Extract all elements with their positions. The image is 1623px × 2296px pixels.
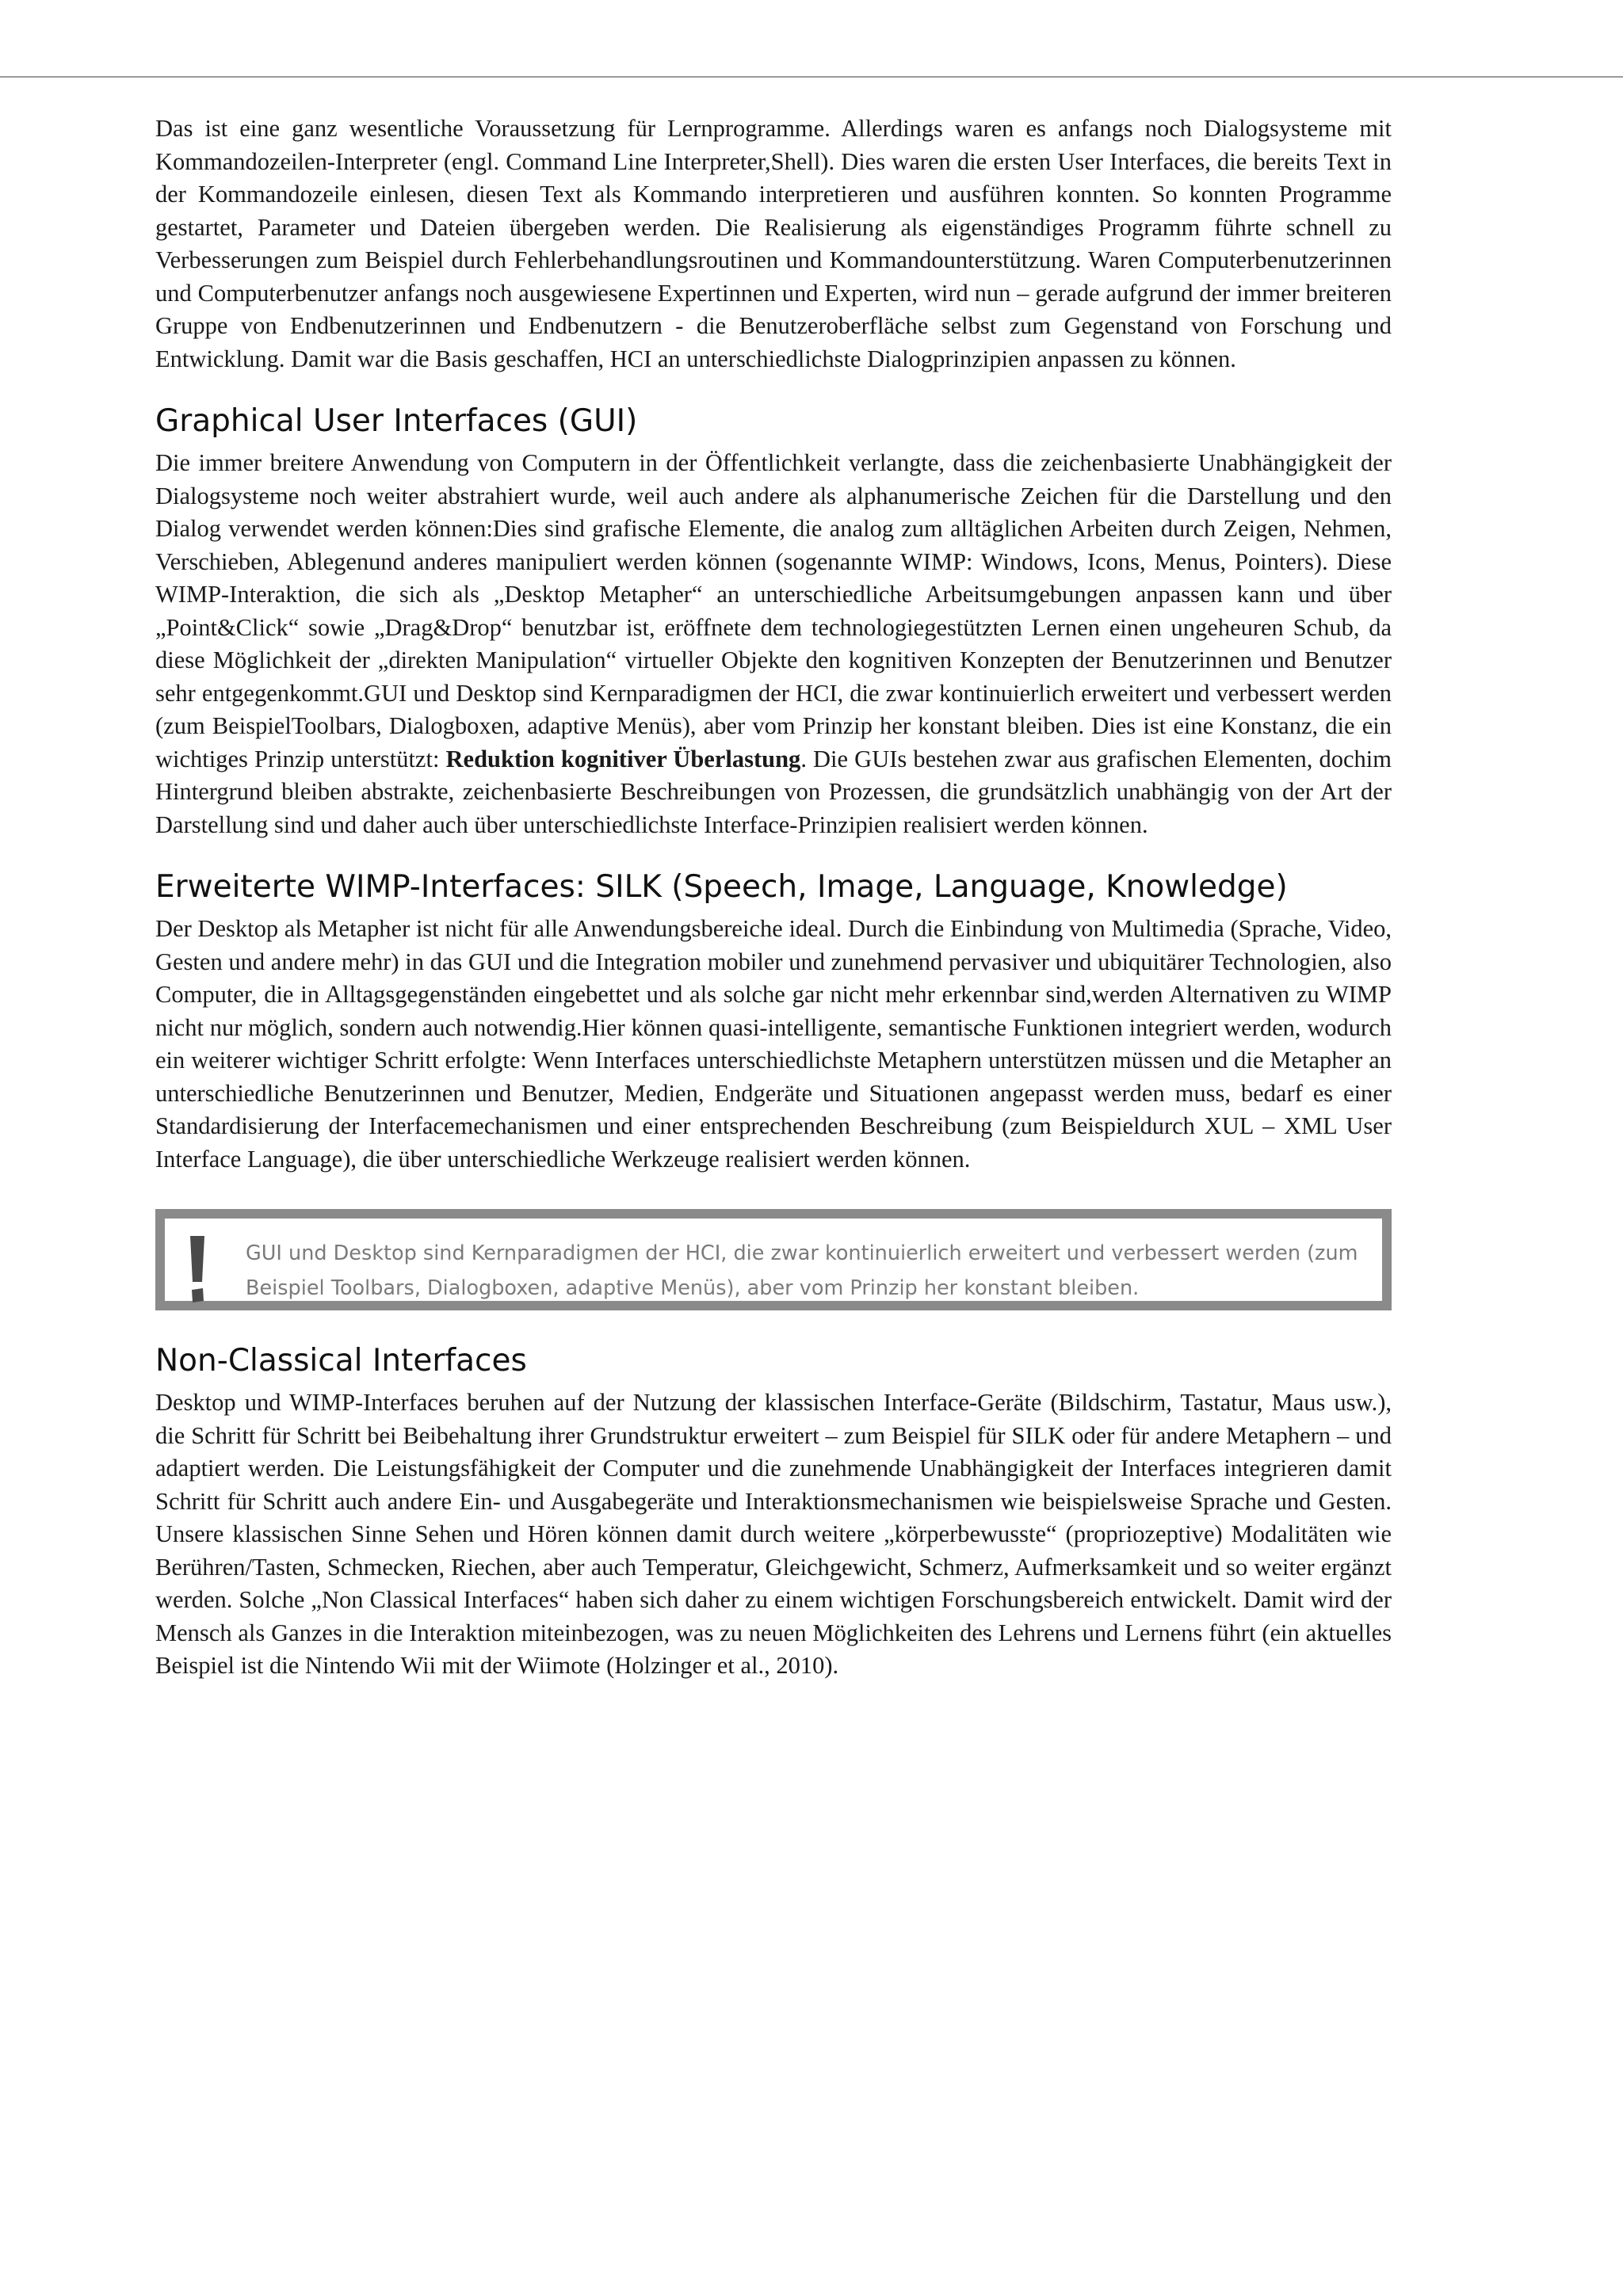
- callout-text: GUI und Desktop sind Kernparadigmen der HCI, die zwar kontinuierlich erweitert und verbessert werden (zum Beispiel Toolbars, Dialogboxen, adaptive Menüs), aber vom Prinzip her konstant bleiben.: [246, 1241, 1358, 1300]
- gui-paragraph: [155, 447, 1392, 841]
- page-body: [155, 113, 1392, 1683]
- silk-paragraph: Der Desktop als Metapher ist nicht für alle Anwendungsbereiche ideal. Durch die Einbindung von Multimedia (Sprache, Video, Gesten und andere mehr) in das GUI und die Integration mobiler und zunehmend pervasiver und ubiquitärer Technologien, also Computer, die in Alltagsgegenständen eingebettet und als solche gar nicht mehr erkennbar sind,werden Alternativen zu WIMP nicht nur möglich, sondern auch notwendig.Hier können quasi-intelligente, semantische Funktionen integriert werden, wodurch ein weiterer wichtiger Schritt erfolgte: Wenn Interfaces unterschiedlichste Metaphern unterstützen müssen und die Metapher an unterschiedliche Benutzerinnen und Benutzer, Medien, Endgeräte und Situationen angepasst werden muss, bedarf es einer Standardisierung der Interfacemechanismen und einer entsprechenden Beschreibung (zum Beispieldurch XUL – XML User Interface Language), die über unterschiedliche Werkzeuge realisiert werden können.: [155, 915, 1392, 1173]
- heading-silk: Erweiterte WIMP-Interfaces: SILK (Speech, Image, Language, Knowledge): [155, 869, 1288, 905]
- heading-nonclassical: Non-Classical Interfaces: [155, 1343, 527, 1379]
- gui-paragraph-text-1: Die immer breitere Anwendung von Computern in der Öffentlichkeit verlangte, dass die zeichenbasierte Unabhängigkeit der Dialogsysteme noch weiter abstrahiert wurde, weil auch andere als alphanumerische Zeichen für die Darstellung und den Dialog verwendet werden können:Dies sind grafische Elemente, die analog zum alltäglichen Arbeiten durch Zeigen, Nehmen, Verschieben, Ablegenund anderes manipuliert werden können (sogenannte WIMP: Windows, Icons, Menus, Pointers). Diese WIMP-Interaktion, die sich als „Desktop Metapher“ an unterschiedliche Arbeitsumgebungen anpassen kann und über „Point&Click“ sowie „Drag&Drop“ benutzbar ist, eröffnete dem technologiegestützten Lernen einen ungeheuren Schub, da diese Möglichkeit der „direkten Manipulation“ virtueller Objekte den kognitiven Konzepten der Benutzerinnen und Benutzer sehr entgegenkommt.GUI und Desktop sind Kernparadigmen der HCI, die zwar kontinuierlich erweitert und verbessert werden (zum BeispielToolbars, Dialogboxen, adaptive Menüs), aber vom Prinzip her konstant bleiben. Dies ist eine Konstanz, die ein wichtiges Prinzip unterstützt:: [155, 449, 1392, 772]
- intro-paragraph: Das ist eine ganz wesentliche Voraussetzung für Lernprogramme. Allerdings waren es anfangs noch Dialogsysteme mit Kommandozeilen-Interpreter (engl. Command Line Interpreter,Shell). Dies waren die ersten User Interfaces, die bereits Text in der Kommandozeile einlesen, diesen Text als Kommando interpretieren und ausführen konnten. So konnten Programme gestartet, Parameter und Dateien übergeben werden. Die Realisierung als eigenständiges Programm führte schnell zu Verbesserungen zum Beispiel durch Fehlerbehandlungsroutinen und Kommandounterstützung. Waren Computerbenutzerinnen und Computerbenutzer anfangs noch ausgewiesene Expertinnen und Experten, wird nun – gerade aufgrund der immer breiteren Gruppe von Endbenutzerinnen und Endbenutzern - die Benutzeroberfläche selbst zum Gegenstand von Forschung und Entwicklung. Damit war die Basis geschaffen, HCI an unterschiedlichste Dialogprinzipien anpassen zu können.: [155, 115, 1392, 372]
- header-rule: [0, 76, 1623, 78]
- heading-gui: Graphical User Interfaces (GUI): [155, 403, 638, 439]
- exclamation-icon: [185, 1234, 209, 1304]
- gui-paragraph-emphasis: Reduktion kognitiver Überlastung: [445, 745, 801, 772]
- gui-paragraph-text-2: . Die GUIs bestehen zwar aus grafischen Elementen, dochim Hintergrund bleiben abstrakte, zeichenbasierte Beschreibungen von Prozessen, die grundsätzlich unabhängig von der Art der Darstellung sind und daher auch über unterschiedlichste Interface-Prinzipien realisiert werden können.: [155, 745, 1392, 838]
- callout-box: [155, 1209, 1392, 1310]
- nonclassical-paragraph: Desktop und WIMP-Interfaces beruhen auf der Nutzung der klassischen Interface-Geräte (Bildschirm, Tastatur, Maus usw.), die Schritt für Schritt bei Beibehaltung ihrer Grundstruktur erweitert – zum Beispiel für SILK oder für andere Metaphern – und adaptiert werden. Die Leistungsfähigkeit der Computer und die zunehmende Unabhängigkeit der Interfaces integrieren damit Schritt für Schritt auch andere Ein- und Ausgabegeräte und Interaktionsmechanismen wie beispielsweise Sprache und Gesten. Unsere klassischen Sinne Sehen und Hören können damit durch weitere „körperbewusste“ (propriozeptive) Modalitäten wie Berühren/Tasten, Schmecken, Riechen, aber auch Temperatur, Gleichgewicht, Schmerz, Aufmerksamkeit und so weiter ergänzt werden. Solche „Non Classical Interfaces“ haben sich daher zu einem wichtigen Forschungsbereich entwickelt. Damit wird der Mensch als Ganzes in die Interaktion miteinbezogen, was zu neuen Möglichkeiten des Lehrens und Lernens führt (ein aktuelles Beispiel ist die Nintendo Wii mit der Wiimote (Holzinger et al., 2010).: [155, 1389, 1392, 1679]
